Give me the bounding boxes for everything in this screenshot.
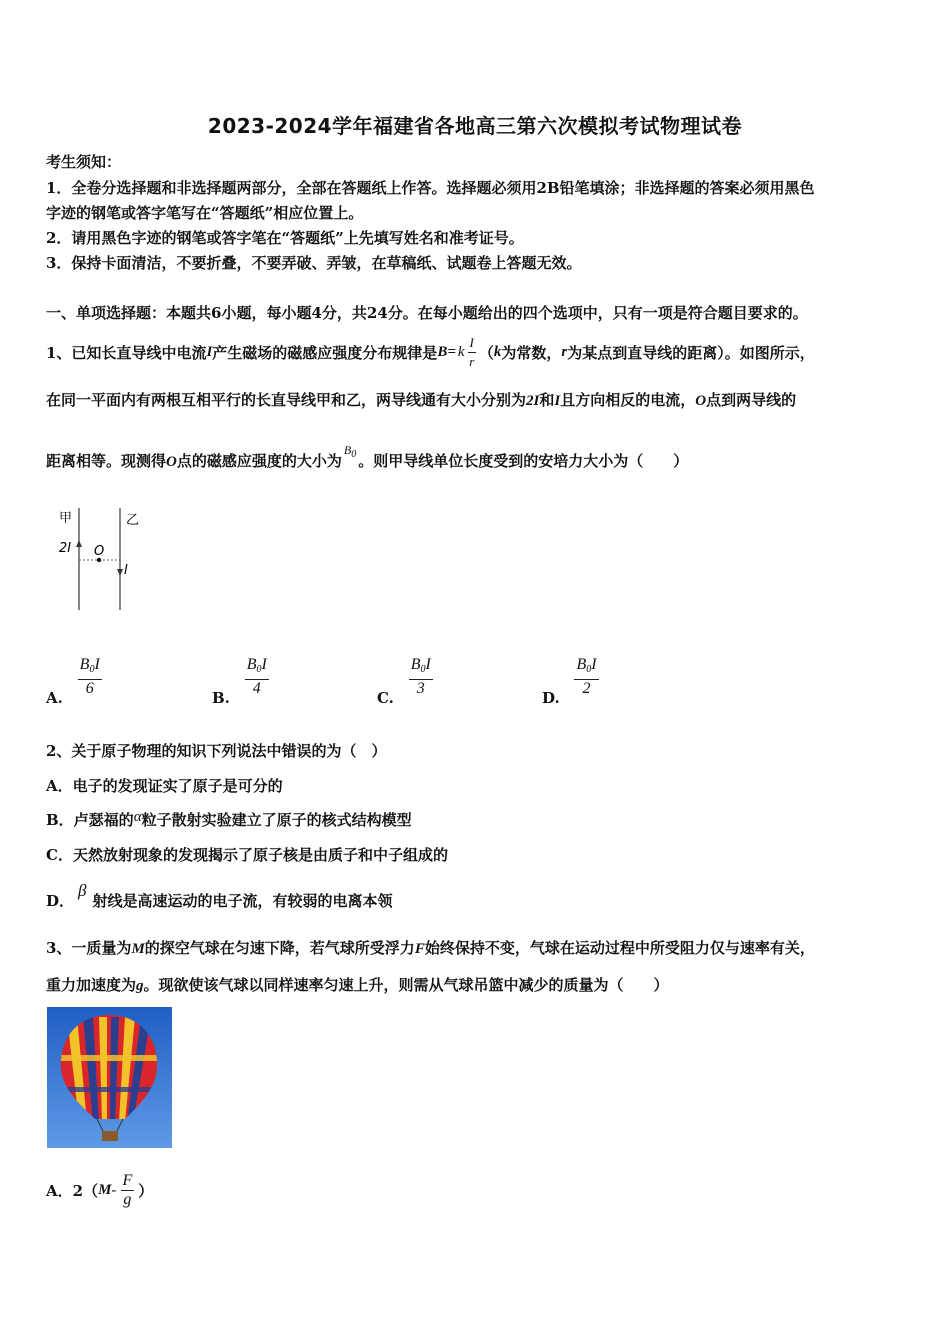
section-heading: 一、单项选择题：本题共6小题，每小题4分，共24分。在每小题给出的四个选项中，只有一项是符合题目要求的。: [46, 304, 808, 322]
notice-line-1b: 字迹的钢笔或答字笔写在“答题纸”相应位置上。: [46, 204, 364, 222]
q3-var-m: M: [131, 941, 145, 957]
notice-line-1a: 1．全卷分选择题和非选择题两部分，全部在答题纸上作答。选择题必须用2B铅笔填涂；非选择题的答案必须用黑色: [46, 179, 815, 197]
q3-var-g: g: [136, 978, 144, 994]
label-i: I: [124, 563, 128, 578]
arrow-down-icon: [117, 569, 123, 576]
option-label: B.: [212, 689, 230, 707]
q3-var-f: F: [414, 941, 425, 957]
formula-k: k: [457, 343, 465, 360]
fraction-numerator: F: [122, 1171, 133, 1189]
q1-text: 。则甲导线单位长度受到的安培力大小为（ ）: [358, 452, 689, 470]
option-label: D.: [542, 689, 560, 707]
option-fraction: $\frac{B_0I}{4}$: [246, 656, 267, 697]
q3-text: 始终保持不变，气球在运动过程中所受阻力仅与速率有关，: [424, 939, 815, 957]
notice-line-3: 3．保持卡面清洁，不要折叠，不要弄破、弄皱，在草稿纸、试题卷上答题无效。: [46, 254, 582, 272]
option-text: D．: [46, 892, 75, 910]
q1-option-a[interactable]: [46, 656, 102, 707]
label-2i: 2I: [59, 541, 72, 556]
q1-var-2i: 2I: [526, 393, 540, 409]
q1-text: 产生磁场的磁感应强度分布规律是: [212, 343, 438, 362]
q1-var-o: O: [166, 454, 177, 470]
label-o: O: [94, 544, 105, 559]
option-text: A．2（: [46, 1181, 99, 1200]
q1-text: 和: [539, 391, 555, 409]
q1-line-1: [46, 330, 815, 374]
q2-option-d[interactable]: [46, 880, 393, 910]
q3-line-1: [46, 937, 815, 958]
arrow-up-icon: [76, 540, 82, 547]
option-text: B．卢瑟福的: [46, 811, 134, 829]
q3-text: 的探空气球在匀速下降，若气球所受浮力: [144, 939, 415, 957]
beta-symbol: β: [78, 881, 87, 900]
q1-text: 且方向相反的电流，: [560, 391, 696, 409]
q1-option-d[interactable]: [542, 656, 599, 707]
q3-text: 。现欲使该气球以同样速率匀速上升，则需从气球吊篮中减少的质量为（ ）: [143, 976, 669, 994]
q1-text: 点到两导线的: [706, 391, 797, 409]
minus-sign: -: [111, 1181, 117, 1199]
q1-option-b[interactable]: [212, 656, 269, 707]
q3-var-m: M: [98, 1181, 112, 1198]
option-fraction: $\frac{B_0I}{3}$: [410, 656, 431, 697]
q1-text: 距离相等。现测得: [46, 452, 167, 470]
option-fraction: $\frac{B_0I}{2}$: [576, 656, 597, 697]
option-text: 粒子散射实验建立了原子的核式结构模型: [141, 811, 412, 829]
q1-var-o: O: [695, 393, 707, 409]
q2-option-a[interactable]: A．电子的发现证实了原子是可分的: [46, 777, 283, 795]
option-label: A.: [46, 689, 63, 707]
q3-option-a[interactable]: [46, 1165, 153, 1215]
fraction-denominator: r: [469, 353, 475, 369]
option-fraction: [121, 1172, 135, 1209]
q2-option-b[interactable]: [46, 809, 412, 830]
q1-text: （: [478, 343, 494, 362]
option-fraction: $\frac{B_0I}{6}$: [79, 656, 100, 697]
q1-var-r: r: [561, 343, 568, 360]
q1-line-2: [46, 389, 796, 410]
q3-text: 3、一质量为: [46, 939, 132, 957]
page-title: 2023-2024学年福建省各地高三第六次模拟考试物理试卷: [207, 114, 743, 138]
label-jia: 甲: [59, 511, 73, 526]
q1-line-3: [46, 443, 689, 472]
q1-text: 1、已知长直导线中电流: [46, 343, 207, 362]
q1-var-k: k: [493, 343, 502, 360]
formula-fraction: [468, 334, 476, 371]
option-text: 射线是高速运动的电子流，有较弱的电离本领: [92, 892, 393, 910]
formula-b: B=: [437, 343, 456, 360]
q2-stem: 2、关于原子物理的知识下列说法中错误的为（ ）: [46, 742, 387, 760]
notice-heading: 考生须知：: [46, 153, 122, 171]
fraction-numerator: I: [468, 334, 476, 353]
q1-var-i: I: [206, 343, 213, 360]
fraction-denominator: g: [123, 1190, 132, 1208]
q1-b0: B0: [343, 443, 357, 460]
q1-text: 在同一平面内有两根互相平行的长直导线甲和乙，两导线通有大小分别为: [46, 391, 527, 409]
label-yi: 乙: [126, 513, 140, 528]
q1-text: 为某点到直导线的距离）。如图所示，: [567, 343, 815, 362]
option-label: C.: [377, 689, 394, 707]
wire-diagram: [50, 500, 160, 615]
q1-text: 为常数，: [501, 343, 562, 362]
option-text: ）: [138, 1181, 154, 1200]
q3-line-2: [46, 974, 669, 995]
basket: [102, 1131, 118, 1141]
q2-option-c[interactable]: C．天然放射现象的发现揭示了原子核是由质子和中子组成的: [46, 846, 448, 864]
q1-text: 点的磁感应强度的大小为: [176, 452, 342, 470]
q3-text: 重力加速度为: [46, 976, 137, 994]
alpha-symbol: α: [133, 809, 142, 825]
q1-option-c[interactable]: [377, 656, 433, 707]
hot-air-balloon-image: [47, 1007, 172, 1148]
q1-var-i: I: [554, 393, 561, 409]
notice-line-2: 2．请用黑色字迹的钢笔或答字笔在“答题纸”上先填写姓名和准考证号。: [46, 229, 524, 247]
